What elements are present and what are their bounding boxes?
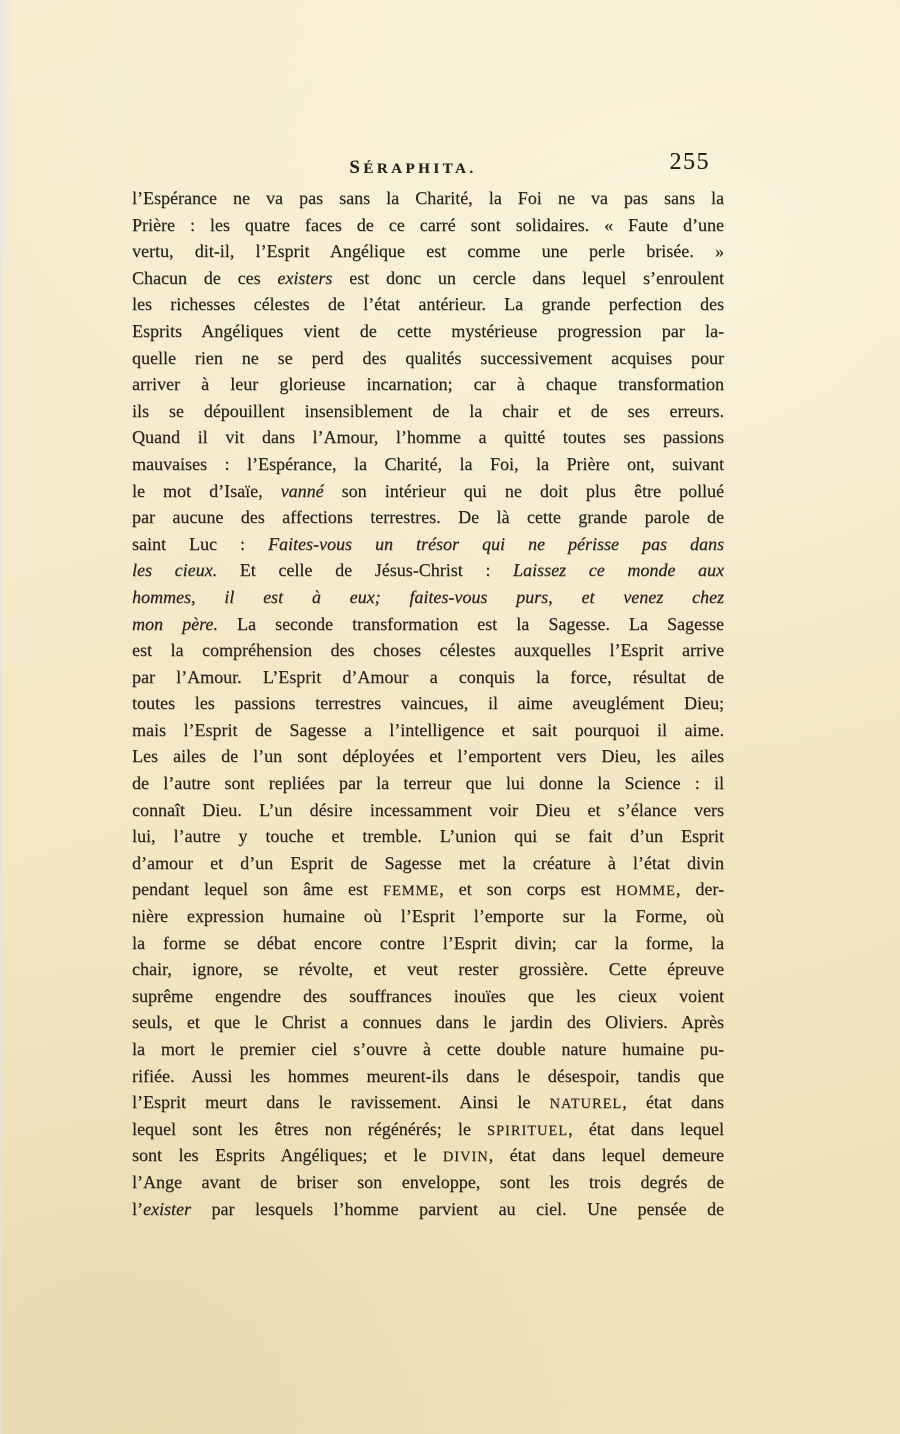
text-line: [132, 1089, 724, 1116]
text-segment: mais l’Esprit de Sagesse a l’intelligence et sait pourquoi il aime.: [132, 719, 724, 740]
text-segment: l’Espérance ne va pas sans la Charité, la Foi ne va pas sans la: [132, 188, 724, 208]
text-line: [132, 584, 724, 611]
text-line: [132, 371, 724, 398]
text-line: [132, 1169, 724, 1196]
text-line: [132, 531, 724, 558]
text-line: [132, 238, 724, 265]
text-line: [132, 504, 724, 531]
text-line: [132, 345, 724, 372]
text-segment: seuls, et que le Christ a connues dans le jardin des Oliviers. Après: [132, 1012, 724, 1033]
text-segment: arriver à leur glorieuse incarnation; car à chaque transformation: [132, 374, 724, 395]
text-segment: par l’Amour. L’Esprit d’Amour a conquis la force, résultat de: [132, 666, 724, 687]
text-segment: vanné: [280, 480, 324, 501]
text-segment: FEMME: [382, 883, 440, 900]
text-segment: La seconde transformation est la Sagesse. La Sagesse: [217, 613, 724, 634]
text-segment: Prière : les quatre faces de ce carré sont solidaires. « Faute d’une: [132, 214, 724, 235]
text-segment: l’: [132, 1198, 143, 1219]
scan-edge-left-top: [0, 0, 11, 300]
text-line: [132, 1142, 724, 1169]
text-segment: le mot d’Isaïe,: [132, 480, 281, 501]
running-header: [132, 149, 724, 179]
text-segment: d’amour et d’un Esprit de Sagesse met la créature à l’état divin: [132, 852, 724, 873]
text-segment: est la compréhension des choses célestes auxquelles l’Esprit arrive: [132, 640, 724, 661]
text-segment: suprême engendre des souffrances inouïes que les cieux voient: [132, 985, 724, 1006]
text-line: [132, 956, 724, 983]
running-header-title: SÉRAPHITA.: [349, 157, 477, 178]
text-segment: par aucune des affections terrestres. De là cette grande parole de: [132, 507, 724, 528]
text-segment: Quand il vit dans l’Amour, l’homme a quitté toutes ses passions: [132, 427, 724, 448]
text-segment: DIVIN: [442, 1149, 489, 1166]
text-segment: NATUREL: [549, 1096, 623, 1113]
text-segment: de l’autre sont repliées par la terreur que lui donne la Science : il: [132, 773, 724, 794]
text-line: [132, 903, 724, 930]
text-segment: exister: [143, 1198, 191, 1219]
text-segment: , et son corps est: [439, 879, 616, 900]
text-segment: les richesses célestes de l’état antérieur. La grande perfection des: [132, 294, 724, 315]
text-segment: toutes les passions terrestres vaincues, il aime aveuglément Dieu;: [132, 693, 724, 714]
text-segment: Esprits Angéliques vient de cette mystérieuse progression par la-: [132, 320, 724, 341]
text-line: [132, 611, 724, 638]
text-line: [132, 212, 724, 239]
text-line: [132, 850, 724, 877]
text-segment: , état dans lequel demeure: [488, 1145, 724, 1166]
text-line: [132, 770, 724, 797]
text-segment: vertu, dit-il, l’Esprit Angélique est comme une perle brisée. »: [132, 241, 724, 262]
text-segment: lequel sont les êtres non régénérés; le: [132, 1118, 488, 1139]
text-segment: chair, ignore, se révolte, et veut rester grossière. Cette épreuve: [132, 959, 724, 980]
text-line: [132, 398, 724, 425]
text-segment: l’Esprit meurt dans le ravissement. Ainsi le: [132, 1092, 550, 1113]
text-line: [132, 185, 724, 212]
text-segment: lui, l’autre y touche et tremble. L’union qui se fait d’un Esprit: [132, 826, 724, 847]
text-line: [132, 1036, 724, 1063]
text-segment: quelle rien ne se perd des qualités successivement acquises pour: [132, 347, 724, 368]
text-line: [132, 637, 724, 664]
text-segment: , der-: [675, 879, 724, 900]
text-line: [132, 717, 724, 744]
text-line: [132, 557, 724, 584]
text-segment: rifiée. Aussi les hommes meurent-ils dans le désespoir, tandis que: [132, 1065, 724, 1086]
text-segment: Les ailes de l’un sont déployées et l’emportent vers Dieu, les ailes: [132, 746, 724, 767]
text-line: [132, 983, 724, 1010]
text-line: [132, 930, 724, 957]
text-line: [132, 478, 724, 505]
text-segment: l’Ange avant de briser son enveloppe, sont les trois degrés de: [132, 1171, 724, 1192]
text-segment: mauvaises : l’Espérance, la Charité, la Foi, la Prière ont, suivant: [132, 453, 724, 474]
text-segment: existers: [277, 267, 333, 288]
text-segment: son intérieur qui ne doit plus être pollué: [323, 480, 725, 501]
text-line: [132, 664, 724, 691]
text-segment: pendant lequel son âme est: [132, 879, 383, 900]
text-line: [132, 1063, 724, 1090]
text-line: [132, 690, 724, 717]
text-segment: Faites-vous un trésor qui ne périsse pas dans: [268, 533, 725, 554]
text-segment: Laissez ce monde aux: [513, 560, 724, 581]
text-segment: mon père.: [132, 613, 218, 634]
text-line: [132, 291, 724, 318]
text-line: [132, 823, 724, 850]
text-segment: , état dans lequel: [568, 1118, 724, 1139]
text-line: [132, 424, 724, 451]
text-block: [132, 185, 724, 1222]
text-segment: Et celle de Jésus-Christ :: [217, 560, 514, 581]
text-segment: SPIRITUEL: [487, 1122, 569, 1139]
text-segment: saint Luc :: [132, 533, 268, 554]
text-segment: par lesquels l’homme parvient au ciel. Une pensée de: [190, 1198, 724, 1219]
page-number: 255: [669, 149, 710, 175]
text-segment: connaît Dieu. L’un désire incessamment voir Dieu et s’élance vers: [132, 799, 724, 820]
text-line: [132, 743, 724, 770]
text-segment: la mort le premier ciel s’ouvre à cette double nature humaine pu-: [132, 1039, 724, 1059]
text-line: [132, 451, 724, 478]
text-line: [132, 797, 724, 824]
text-segment: nière expression humaine où l’Esprit l’emporte sur la Forme, où: [132, 906, 724, 927]
text-segment: ils se dépouillent insensiblement de la chair et de ses erreurs.: [132, 400, 724, 421]
text-line: [132, 318, 724, 345]
text-segment: hommes, il est à eux; faites-vous purs, et venez chez: [132, 586, 724, 607]
text-line: [132, 1116, 724, 1143]
text-segment: est donc un cercle dans lequel s’enroulent: [332, 267, 724, 288]
text-line: [132, 1196, 724, 1223]
text-segment: la forme se débat encore contre l’Esprit divin; car la forme, la: [132, 932, 724, 953]
text-segment: les cieux.: [132, 560, 218, 581]
text-segment: sont les Esprits Angéliques; et le: [132, 1145, 443, 1166]
text-line: [132, 265, 724, 292]
text-segment: HOMME: [615, 883, 676, 900]
text-segment: , état dans: [622, 1092, 724, 1113]
text-line: [132, 876, 724, 903]
text-segment: Chacun de ces: [132, 267, 278, 288]
text-line: [132, 1009, 724, 1036]
